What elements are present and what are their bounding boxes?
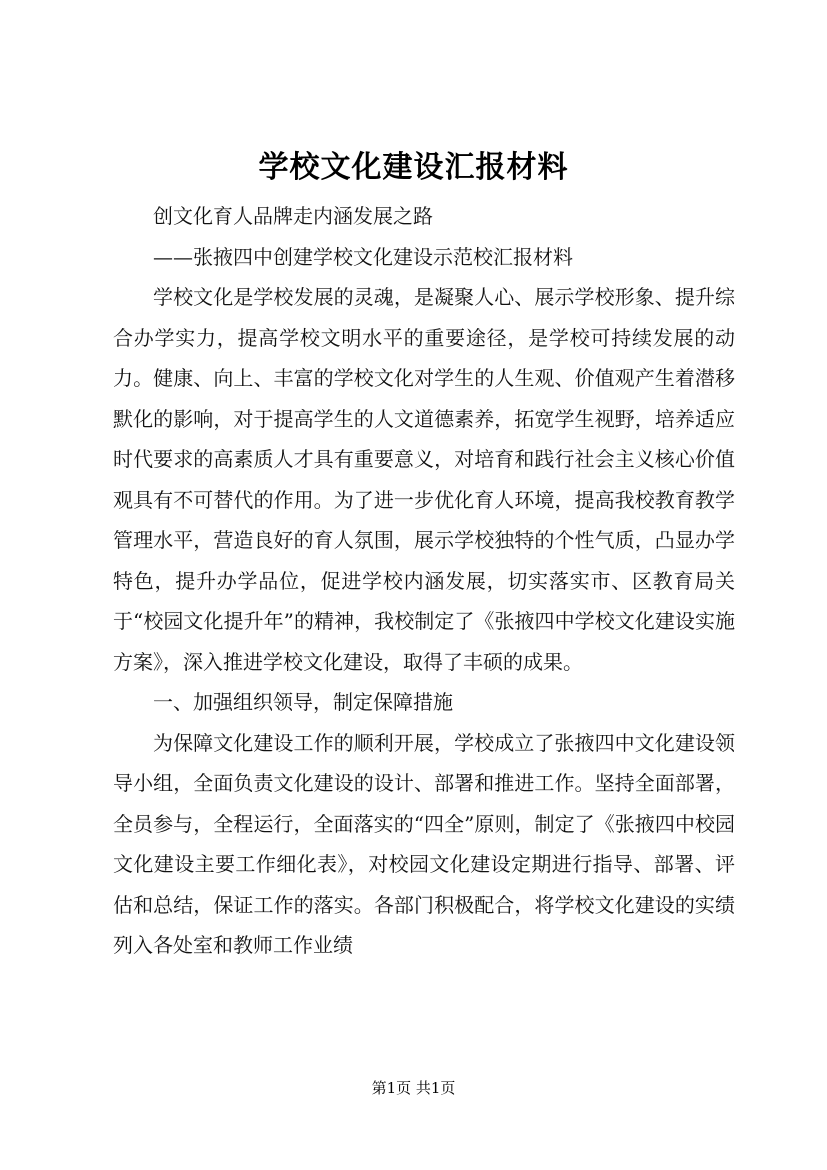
document-title: 学校文化建设汇报材料 (258, 150, 569, 185)
subtitle-line: 创文化育人品牌走内涵发展之路 (153, 204, 433, 228)
subtitle-source-line: ——张掖四中创建学校文化建设示范校汇报材料 (153, 244, 573, 269)
body-paragraph: 为保障文化建设工作的顺利开展，学校成立了张掖四中文化建设领导小组，全面负责文化建设的设计、部署和推进工作。坚持全面部署，全员参与，全程运行，全面落实的“四全”原则，制定了《张掖四中校园文化建设主要工作细化表》，对校园文化建设定期进行指导、部署、评估和总结，保证工作的落实。各部门积极配合，将学校文化建设的实绩列入各处室和教师工作业绩 (113, 730, 735, 957)
body-paragraph: 学校文化是学校发展的灵魂，是凝聚人心、展示学校形象、提升综合办学实力，提高学校文明水平的重要途径，是学校可持续发展的动力。健康、向上、丰富的学校文化对学生的人生观、价值观产生着潜移默化的影响，对于提高学生的人文道德素养，拓宽学生视野，培养适应时代要求的高素质人才具有重要意义，对培育和践行社会主义核心价值观具有不可替代的作用。为了进一步优化育人环境，提高我校教育教学管理水平，营造良好的育人氛围，展示学校独特的个性气质，凸显办学特色，提升办学品位，促进学校内涵发展，切实落实市、区教育局关于“校园文化提升年”的精神，我校制定了《张掖四中学校文化建设实施方案》，深入推进学校文化建设，取得了丰硕的成果。 (113, 285, 735, 674)
section-heading: 一、加强组织领导，制定保障措施 (153, 690, 453, 714)
document-body (113, 196, 735, 966)
page-number-footer: 第1页 共1页 (371, 1079, 456, 1097)
